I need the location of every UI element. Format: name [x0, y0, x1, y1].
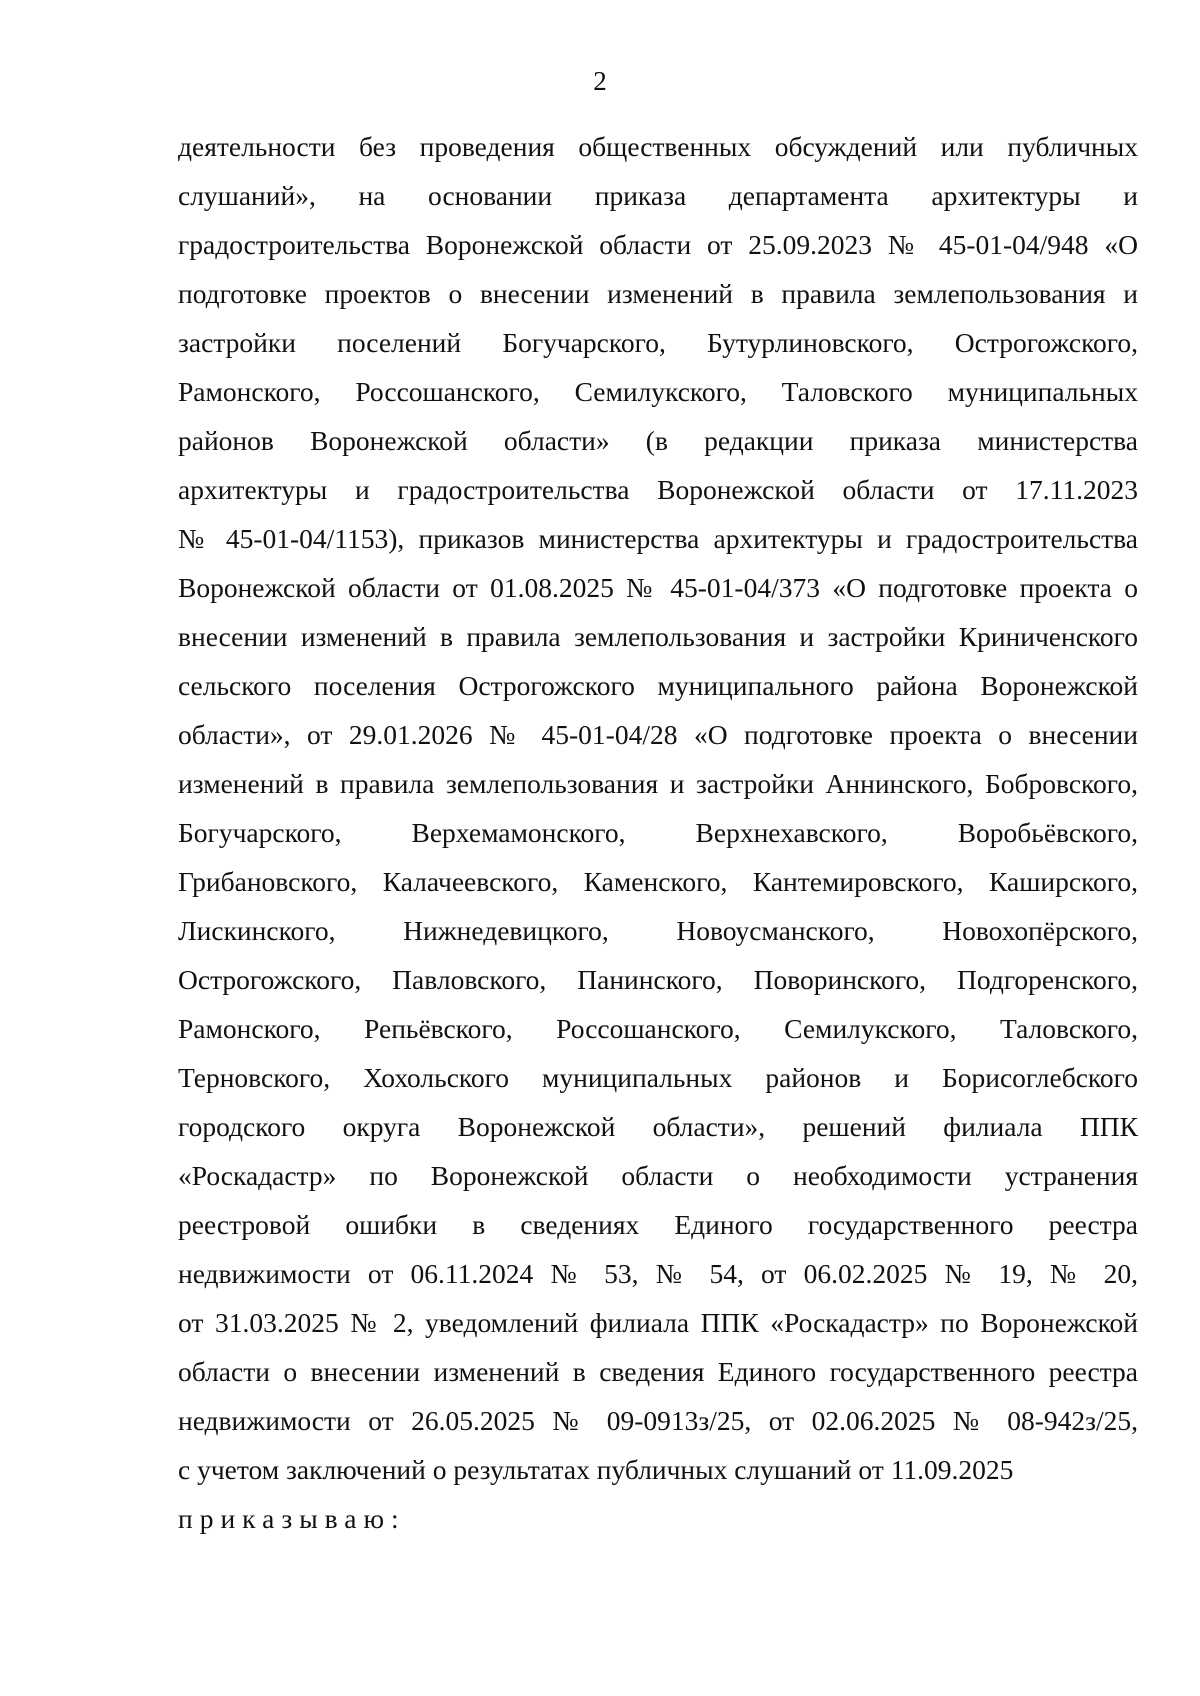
document-body — [178, 122, 1138, 1543]
text-line: подготовке проектов о внесении изменений в правила землепользования и — [178, 278, 1138, 309]
text-line: градостроительства Воронежской области от 25.09.2023 № 45-01-04/948 «О — [178, 229, 1138, 260]
text-line: с учетом заключений о результатах публичных слушаний от 11.09.2025 — [178, 1454, 1014, 1485]
text-line: Терновского, Хохольского муниципальных районов и Борисоглебского — [178, 1062, 1138, 1093]
text-line: слушаний», на основании приказа департамента архитектуры и — [178, 180, 1138, 211]
text-line: изменений в правила землепользования и застройки Аннинского, Бобровского, — [178, 768, 1138, 799]
text-line: Воронежской области от 01.08.2025 № 45-01-04/373 «О подготовке проекта о — [178, 572, 1138, 603]
page-number: 2 — [593, 66, 607, 96]
text-line: архитектуры и градостроительства Воронежской области от 17.11.2023 — [178, 474, 1138, 505]
text-line: деятельности без проведения общественных обсуждений или публичных — [178, 131, 1138, 162]
text-line: недвижимости от 06.11.2024 № 53, № 54, от 06.02.2025 № 19, № 20, — [178, 1258, 1138, 1289]
text-line: внесении изменений в правила землепользования и застройки Криниченского — [178, 621, 1138, 652]
text-line: недвижимости от 26.05.2025 № 09-0913з/25, от 02.06.2025 № 08-942з/25, — [178, 1405, 1138, 1436]
text-line: городского округа Воронежской области», решений филиала ППК — [178, 1111, 1138, 1142]
text-line: от 31.03.2025 № 2, уведомлений филиала ППК «Роскадастр» по Воронежской — [178, 1307, 1138, 1338]
text-line: Рамонского, Россошанского, Семилукского, Таловского муниципальных — [178, 376, 1138, 407]
text-line: Лискинского, Нижнедевицкого, Новоусманского, Новохопёрского, — [178, 915, 1138, 946]
order-keyword: приказываю: — [178, 1503, 406, 1534]
text-line: реестровой ошибки в сведениях Единого государственного реестра — [178, 1209, 1138, 1240]
text-line: Острогожского, Павловского, Панинского, Поворинского, Подгоренского, — [178, 964, 1138, 995]
text-line: сельского поселения Острогожского муниципального района Воронежской — [178, 670, 1138, 701]
text-line: № 45-01-04/1153), приказов министерства архитектуры и градостроительства — [178, 523, 1138, 554]
text-line: Грибановского, Калачеевского, Каменского, Кантемировского, Каширского, — [178, 866, 1138, 897]
text-line: области», от 29.01.2026 № 45-01-04/28 «О подготовке проекта о внесении — [178, 719, 1138, 750]
text-line: области о внесении изменений в сведения Единого государственного реестра — [178, 1356, 1138, 1387]
text-line: Рамонского, Репьёвского, Россошанского, Семилукского, Таловского, — [178, 1013, 1138, 1044]
text-line: застройки поселений Богучарского, Бутурлиновского, Острогожского, — [178, 327, 1138, 358]
text-line: «Роскадастр» по Воронежской области о необходимости устранения — [178, 1160, 1138, 1191]
text-line: Богучарского, Верхемамонского, Верхнехавского, Воробьёвского, — [178, 817, 1138, 848]
text-line: районов Воронежской области» (в редакции приказа министерства — [178, 425, 1138, 456]
